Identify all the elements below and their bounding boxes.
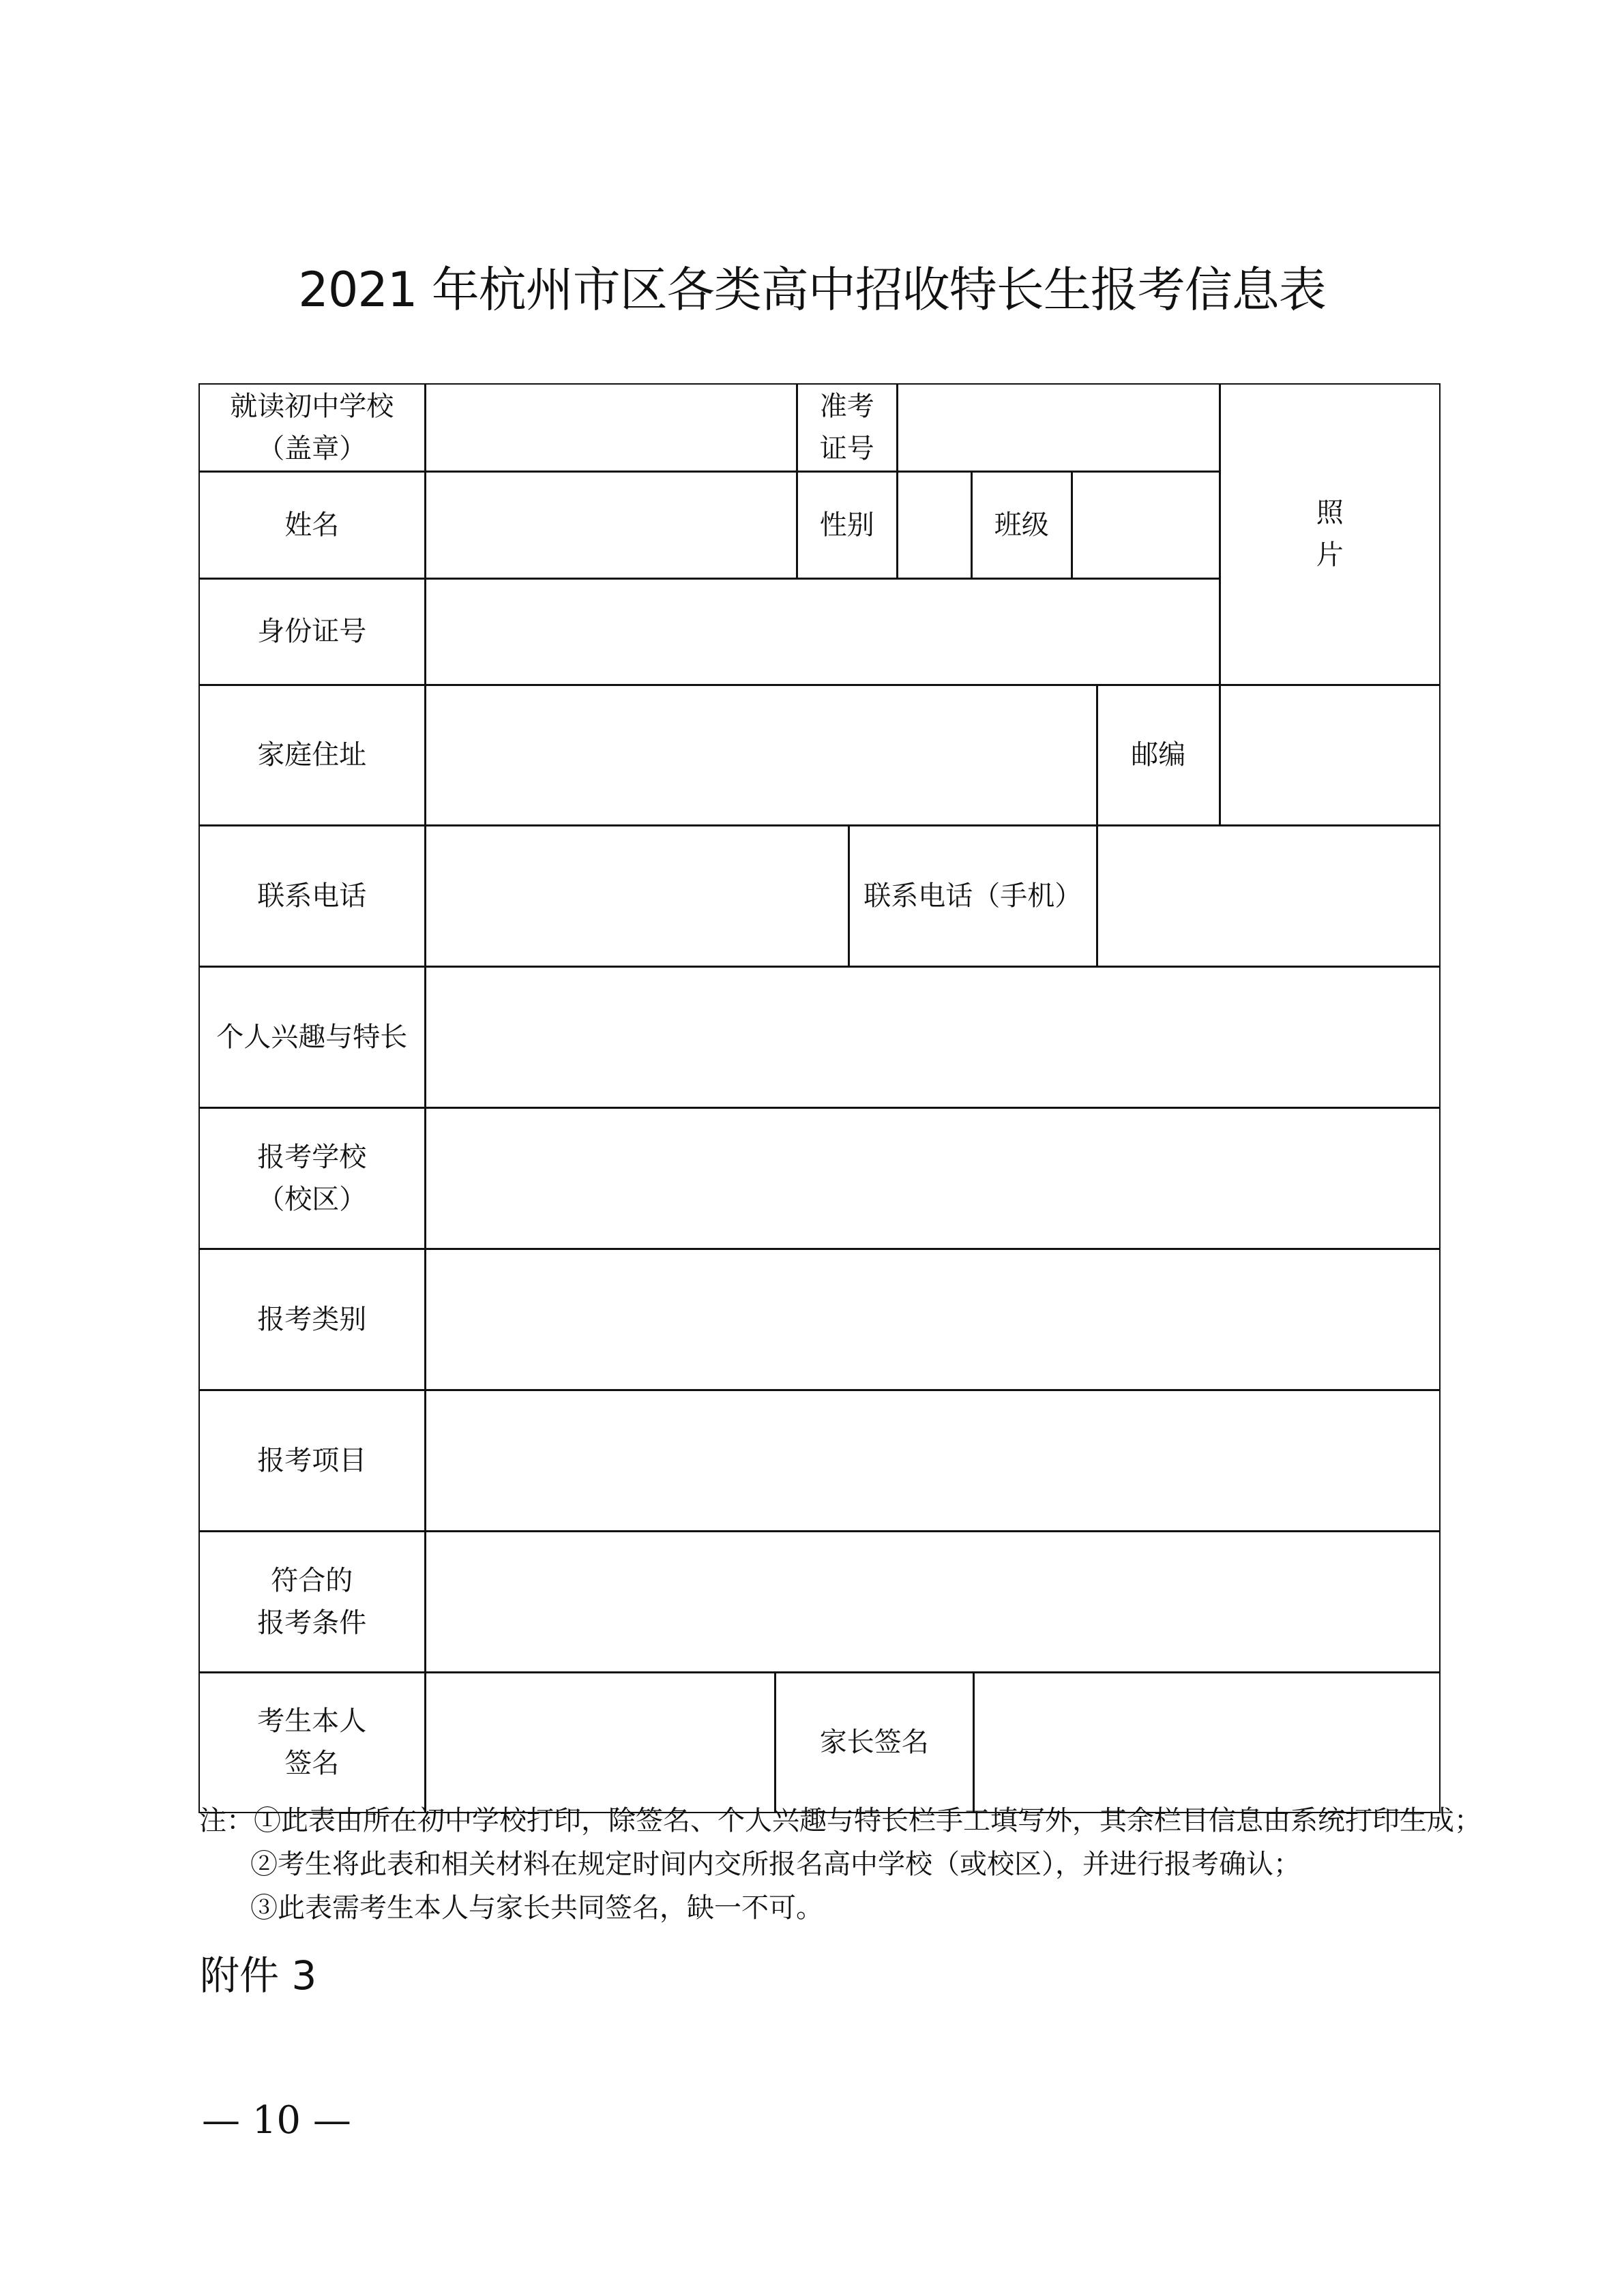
field-class[interactable] (1072, 471, 1220, 579)
field-mobile[interactable] (1097, 825, 1441, 967)
label-student-sign: 考生本人 签名 (198, 1672, 426, 1813)
note-3: ③此表需考生本人与家长共同签名，缺一不可。 (250, 1892, 823, 1924)
note-2: ②考生将此表和相关材料在规定时间内交所报名高中学校（或校区），并进行报考确认； (250, 1849, 1301, 1880)
field-id-no[interactable] (425, 578, 1220, 685)
label-gender: 性别 (797, 471, 898, 579)
field-exam-no[interactable] (897, 383, 1220, 472)
field-gender[interactable] (897, 471, 972, 579)
label-apply-item: 报考项目 (198, 1390, 426, 1532)
label-class: 班级 (971, 471, 1072, 579)
field-conditions[interactable] (425, 1531, 1441, 1673)
label-mobile: 联系电话（手机） (848, 825, 1097, 967)
label-id-no: 身份证号 (198, 578, 426, 685)
photo-box: 照 片 (1220, 383, 1441, 685)
label-apply-school: 报考学校 （校区） (198, 1107, 426, 1249)
footnotes (199, 1799, 1481, 1930)
field-name[interactable] (425, 471, 797, 579)
field-apply-item[interactable] (425, 1390, 1441, 1532)
label-name: 姓名 (198, 471, 426, 579)
label-school: 就读初中学校 （盖章） (198, 383, 426, 472)
label-exam-no: 准考 证号 (797, 383, 898, 472)
field-address[interactable] (425, 685, 1097, 826)
label-hobby: 个人兴趣与特长 (198, 966, 426, 1108)
label-address: 家庭住址 (198, 685, 426, 826)
label-postcode: 邮编 (1097, 685, 1220, 826)
field-school[interactable] (425, 383, 797, 472)
label-parent-sign: 家长签名 (775, 1672, 974, 1813)
field-postcode[interactable] (1220, 685, 1441, 826)
label-conditions: 符合的 报考条件 (198, 1531, 426, 1673)
attachment-label: 附件 3 (200, 1952, 317, 1999)
field-hobby[interactable] (425, 966, 1441, 1108)
field-student-sign[interactable] (425, 1672, 776, 1813)
page-number: — 10 — (202, 2098, 351, 2143)
field-phone[interactable] (425, 825, 849, 967)
field-apply-category[interactable] (425, 1249, 1441, 1390)
note-1: 注：①此表由所在初中学校打印，除签名、个人兴趣与特长栏手工填写外，其余栏目信息由系统打印生成； (199, 1805, 1481, 1836)
label-phone: 联系电话 (198, 825, 426, 967)
field-apply-school[interactable] (425, 1107, 1441, 1249)
field-parent-sign[interactable] (973, 1672, 1441, 1813)
label-apply-category: 报考类别 (198, 1249, 426, 1390)
page-title: 2021 年杭州市区各类高中招收特长生报考信息表 (298, 262, 1326, 318)
